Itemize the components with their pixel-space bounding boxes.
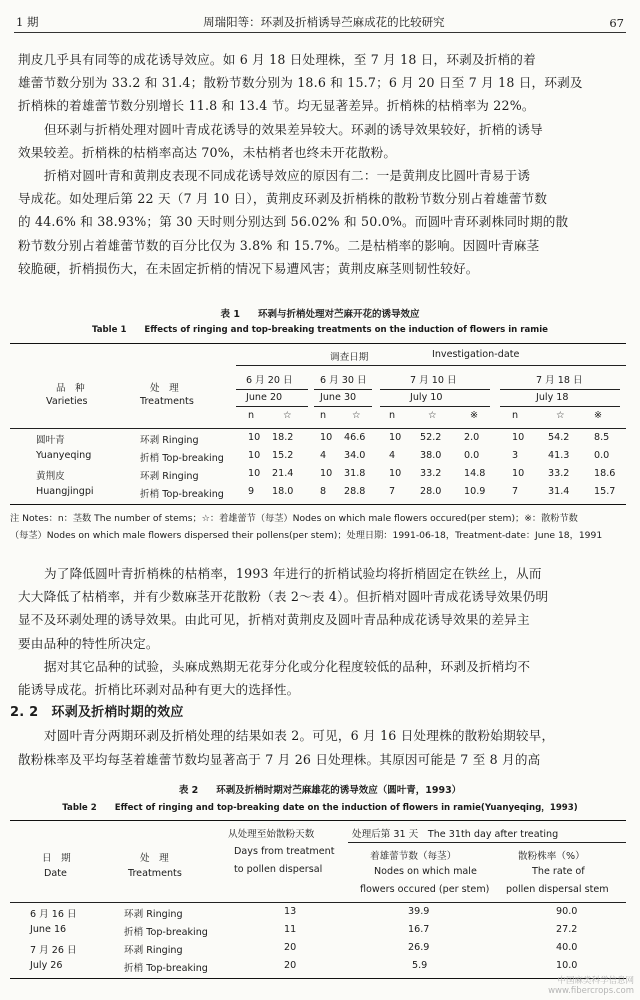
table1-value-cell: 31.8 bbox=[344, 468, 366, 479]
days-cell: 11 bbox=[284, 924, 297, 935]
date-cell: 7 月 26 日 bbox=[30, 945, 77, 956]
table1-note-2: （每茎）Nodes on which male flowers dispersed their pollens(per stem)；处理日期：1991-06-18，Treatment-date：June 18，1991 bbox=[10, 530, 603, 541]
subcol-star: ☆ bbox=[283, 410, 292, 421]
date-col-cn: 7 月 10 日 bbox=[410, 375, 457, 386]
text-line: 据对其它品种的试验，头麻成熟期无花芽分化或分化程度较低的品种，环剥及折梢均不 bbox=[44, 658, 531, 674]
table1-value-cell: 15.2 bbox=[272, 450, 294, 461]
table1-value-cell: 18.2 bbox=[272, 432, 294, 443]
table1-value-cell: 4 bbox=[389, 450, 396, 461]
table1-value-cell: 10.9 bbox=[464, 486, 486, 497]
issue-number: 1 期 bbox=[16, 15, 39, 29]
treatment-cell: 折梢 Top-breaking bbox=[140, 489, 224, 500]
variety-cell: Huangjingpi bbox=[36, 486, 94, 497]
table1-value-cell: 3 bbox=[512, 450, 519, 461]
table-rule bbox=[10, 902, 626, 903]
text-line: 显不及环剥处理的诱导效果。由此可见，折梢对黄荆皮及圆叶青品种成花诱导效果的差异主 bbox=[18, 612, 530, 628]
after-header: 处理后第 31 天 The 31th day after treating bbox=[352, 829, 559, 840]
table1-value-cell: 38.0 bbox=[420, 450, 442, 461]
table2-title-cn: 环剥及折梢时期对苎麻雄花的诱导效应（圆叶青，1993） bbox=[216, 785, 462, 796]
table1-value-cell: 10 bbox=[320, 432, 333, 443]
table1-value-cell: 54.2 bbox=[548, 432, 570, 443]
date-header-cn: 日 期 bbox=[42, 853, 71, 864]
rate-header-en: pollen dispersal stem bbox=[506, 884, 609, 895]
date-cell: 6 月 16 日 bbox=[30, 909, 77, 920]
nodes-cell: 5.9 bbox=[412, 960, 428, 971]
text-line: 折梢株的着雄蕾节数分别增长 11.8 和 13.4 节。均无显著差异。折梢株的枯梢率为 22%。 bbox=[18, 98, 535, 114]
date-col-en: July 18 bbox=[536, 392, 569, 403]
table1-value-cell: 28.0 bbox=[420, 486, 442, 497]
treatment-cell: 折梢 Top-breaking bbox=[140, 453, 224, 464]
table1-value-cell: 33.2 bbox=[420, 468, 442, 479]
section-heading: 2. 2 环剥及折梢时期的效应 bbox=[10, 705, 184, 721]
subcol-n: n bbox=[320, 410, 327, 421]
text-line: 大大降低了枯梢率，并有少数麻茎开花散粉（表 2～表 4）。但折梢对圆叶青成花诱导效果仍明 bbox=[18, 589, 549, 605]
nodes-cell: 26.9 bbox=[408, 942, 430, 953]
table1-value-cell: 46.6 bbox=[344, 432, 366, 443]
date-col-cn: 6 月 20 日 bbox=[246, 375, 293, 386]
rate-cell: 90.0 bbox=[556, 906, 578, 917]
text-line: 散粉株率及平均每茎着雄蕾节数均显著高于 7 月 26 日处理株。其原因可能是 7 至 8 月的高 bbox=[18, 751, 541, 767]
date-col-cn: 7 月 18 日 bbox=[536, 375, 583, 386]
table-rule bbox=[10, 820, 626, 821]
rate-cell: 27.2 bbox=[556, 924, 578, 935]
table1-value-cell: 7 bbox=[389, 486, 396, 497]
table1-value-cell: 18.6 bbox=[594, 468, 616, 479]
table1-value-cell: 31.4 bbox=[548, 486, 570, 497]
table2-label-en: Table 2 bbox=[62, 803, 97, 813]
running-title: 周瑞阳等：环剥及折梢诱导苎麻成花的比较研究 bbox=[203, 15, 445, 29]
table1-value-cell: 10 bbox=[320, 468, 333, 479]
table1-value-cell: 10 bbox=[512, 468, 525, 479]
table1-value-cell: 15.7 bbox=[594, 486, 616, 497]
treatment-header-cn: 处 理 bbox=[140, 853, 169, 864]
table1-value-cell: 10 bbox=[248, 450, 261, 461]
days-cell: 20 bbox=[284, 942, 297, 953]
text-line: 荆皮几乎具有同等的成花诱导效应。如 6 月 18 日处理株，至 7 月 18 日，环剥及折梢的着 bbox=[18, 52, 536, 67]
nodes-header-cn: 着雄蕾节数（每茎） bbox=[370, 851, 457, 862]
table1-value-cell: 10 bbox=[248, 468, 261, 479]
subcol-sym: ※ bbox=[594, 410, 603, 421]
page-number: 67 bbox=[609, 16, 624, 30]
treatment-header-en: Treatments bbox=[140, 396, 194, 407]
nodes-cell: 16.7 bbox=[408, 924, 430, 935]
table-rule bbox=[10, 978, 626, 979]
text-line: 粉节数分别占着雄蕾节数的百分比仅为 3.8% 和 15.7%。二是枯梢率的影响。因圆叶青麻茎 bbox=[18, 237, 540, 253]
table1-label-en: Table 1 bbox=[91, 325, 127, 335]
treatment-cell: 环剥 Ringing bbox=[140, 435, 199, 446]
table-rule bbox=[348, 842, 626, 843]
days-cell: 13 bbox=[284, 906, 297, 917]
date-header-en: Date bbox=[44, 868, 67, 879]
subcol-star: ☆ bbox=[428, 410, 437, 421]
table1-value-cell: 9 bbox=[248, 486, 255, 497]
date-col-en: July 10 bbox=[410, 392, 443, 403]
treatment-cell: 环剥 Ringing bbox=[124, 909, 183, 920]
watermark-line: 中国麻类科学信息网 bbox=[557, 976, 634, 986]
text-line: 的 44.6% 和 38.93%；第 30 天时则分别达到 56.02% 和 50.0%。而圆叶青环剥株同时期的散 bbox=[18, 214, 569, 230]
table1-value-cell: 4 bbox=[320, 450, 327, 461]
text-line: 但环剥与折梢处理对圆叶青成花诱导的效果差异较大。环剥的诱导效果较好，折梢的诱导 bbox=[44, 121, 543, 137]
table1-value-cell: 7 bbox=[512, 486, 519, 497]
subcol-n: n bbox=[512, 410, 519, 421]
date-col-en: June 30 bbox=[320, 392, 357, 403]
site-watermark bbox=[548, 976, 634, 996]
table1-value-cell: 41.3 bbox=[548, 450, 570, 461]
rate-cell: 10.0 bbox=[556, 960, 578, 971]
table1-value-cell: 0.0 bbox=[464, 450, 480, 461]
text-line: 对圆叶青分两期环剥及折梢处理的结果如表 2。可见，6 月 16 日处理株的散粉始期较早， bbox=[44, 728, 555, 744]
treatment-cell: 环剥 Ringing bbox=[140, 471, 199, 482]
rate-cell: 40.0 bbox=[556, 942, 578, 953]
rate-header-en: The rate of bbox=[532, 866, 585, 877]
survey-header-en: Investigation-date bbox=[432, 349, 520, 360]
subcol-n: n bbox=[248, 410, 255, 421]
subcol-star: ☆ bbox=[556, 410, 565, 421]
days-header-en: Days from treatment bbox=[234, 846, 335, 857]
treatment-header-en: Treatments bbox=[128, 868, 182, 879]
subcol-sym: ※ bbox=[470, 410, 479, 421]
table1-value-cell: 10 bbox=[512, 432, 525, 443]
table2-title-en: Effect of ringing and top-breaking date on the induction of flowers in ramie(Yuanyeqing，1993) bbox=[114, 803, 578, 813]
table2-label-cn: 表 2 bbox=[178, 785, 199, 796]
text-line: 雄蕾节数分别为 33.2 和 31.4；散粉节数分别为 18.6 和 15.7；6 月 20 日至 7 月 18 日，环剥及 bbox=[18, 75, 583, 91]
table1-value-cell: 34.0 bbox=[344, 450, 366, 461]
table1-value-cell: 33.2 bbox=[548, 468, 570, 479]
table1-value-cell: 10 bbox=[248, 432, 261, 443]
treatment-cell: 折梢 Top-breaking bbox=[124, 927, 208, 938]
date-col-cn: 6 月 30 日 bbox=[320, 375, 367, 386]
watermark-line: www.fibercrops.com bbox=[548, 986, 634, 996]
table1-value-cell: 0.0 bbox=[594, 450, 610, 461]
treatment-cell: 折梢 Top-breaking bbox=[124, 963, 208, 974]
table1-value-cell: 28.8 bbox=[344, 486, 366, 497]
date-col-en: June 20 bbox=[246, 392, 283, 403]
table1-value-cell: 8.5 bbox=[594, 432, 610, 443]
table1-value-cell: 8 bbox=[320, 486, 327, 497]
days-cell: 20 bbox=[284, 960, 297, 971]
text-line: 较脆硬，折梢损伤大，在未固定折梢的情况下易遭风害；黄荆皮麻茎则韧性较好。 bbox=[18, 260, 479, 276]
date-cell: July 26 bbox=[30, 960, 63, 971]
days-header-cn: 从处理至始散粉天数 bbox=[228, 829, 315, 840]
variety-cell: 黄荆皮 bbox=[36, 471, 65, 482]
table1-title-cn: 环剥与折梢处理对苎麻开花的诱导效应 bbox=[257, 309, 420, 320]
table1-value-cell: 18.0 bbox=[272, 486, 294, 497]
nodes-cell: 39.9 bbox=[408, 906, 430, 917]
treatment-header-cn: 处 理 bbox=[150, 383, 179, 394]
table1-value-cell: 10 bbox=[389, 432, 402, 443]
nodes-header-en: flowers occured (per stem) bbox=[360, 884, 490, 895]
survey-header-cn: 调查日期 bbox=[330, 352, 369, 363]
text-line: 要由品种的特性所决定。 bbox=[18, 635, 159, 651]
rate-header-cn: 散粉株率（%） bbox=[518, 851, 585, 862]
nodes-header-en: Nodes on which male bbox=[374, 866, 477, 877]
table1-value-cell: 14.8 bbox=[464, 468, 486, 479]
table1-note-1: 注 Notes：n：茎数 The number of stems；☆：着雄蕾节（每茎）Nodes on which male flowers occured(per stem)；※：散粉节数 bbox=[10, 513, 578, 524]
table1-label-cn: 表 1 bbox=[220, 309, 240, 320]
variety-header-en: Varieties bbox=[46, 396, 88, 407]
text-line: 为了降低圆叶青折梢株的枯梢率，1993 年进行的折梢试验均将折梢固定在铁丝上，从而 bbox=[44, 566, 542, 581]
table1-value-cell: 21.4 bbox=[272, 468, 294, 479]
table1-value-cell: 52.2 bbox=[420, 432, 442, 443]
table1-title-en: Effects of ringing and top-breaking treatments on the induction of flowers in ramie bbox=[144, 325, 549, 335]
variety-header-cn: 品 种 bbox=[56, 383, 85, 394]
days-header-en: to pollen dispersal bbox=[234, 864, 323, 875]
text-line: 导成花。如处理后第 22 天（7 月 10 日），黄荆皮环剥及折梢株的散粉节数分别占着雄蕾节数 bbox=[18, 191, 548, 207]
variety-cell: Yuanyeqing bbox=[36, 450, 92, 461]
subcol-n: n bbox=[389, 410, 396, 421]
date-cell: June 16 bbox=[30, 924, 67, 935]
text-line: 折梢对圆叶青和黄荆皮表现不同成花诱导效应的原因有二：一是黄荆皮比圆叶青易于诱 bbox=[44, 167, 531, 183]
text-line: 能诱导成花。折梢比环剥对品种有更大的选择性。 bbox=[18, 681, 300, 697]
treatment-cell: 环剥 Ringing bbox=[124, 945, 183, 956]
text-line: 效果较差。折梢株的枯梢率高达 70%，未枯梢者也终未开花散粉。 bbox=[18, 144, 397, 160]
table1-value-cell: 10 bbox=[389, 468, 402, 479]
table1-value-cell: 2.0 bbox=[464, 432, 480, 443]
variety-cell: 圆叶青 bbox=[36, 435, 65, 446]
subcol-star: ☆ bbox=[352, 410, 361, 421]
